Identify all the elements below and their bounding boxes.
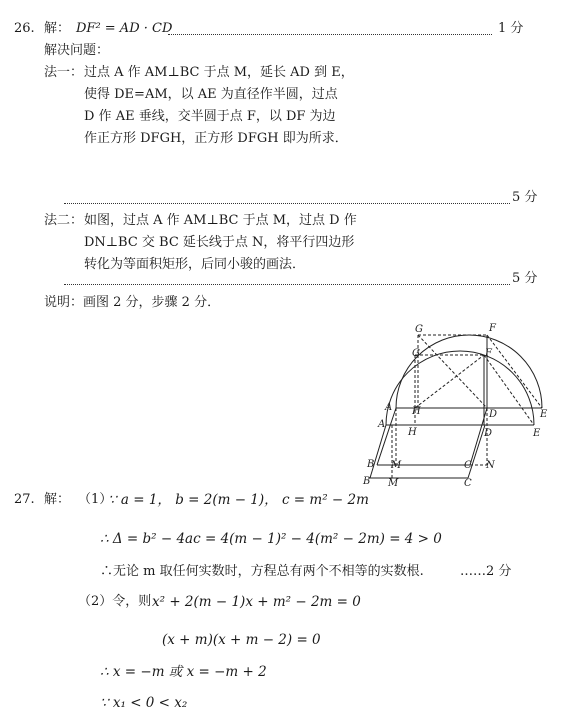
method1-label: 法一： [44, 65, 84, 80]
q26-number: 26. [14, 21, 35, 36]
solve-title: 解决问题： [44, 43, 110, 58]
label-C2: C [464, 478, 472, 489]
label-M: M [391, 460, 402, 471]
label-C: C [464, 460, 472, 471]
method2-label: 法二： [44, 213, 84, 228]
diagonal-lower-1 [415, 355, 484, 408]
q26-score-1: 1 分 [498, 21, 524, 36]
label-D: D [489, 409, 498, 420]
scoring-note: 说明：画图 2 分，步骤 2 分． [44, 295, 221, 310]
dotted-leader [64, 284, 510, 285]
label-E2: E [533, 428, 541, 439]
part1-label: （1） [78, 492, 113, 507]
part2-inequality: ∵ x₁ < 0 < x₂ [100, 695, 188, 711]
method2-line-1: 如图，过点 A 作 AM⊥BC 于点 M，过点 D 作 [84, 213, 357, 228]
label-G2: G [412, 348, 420, 359]
method2-line-3: 转化为等面积矩形，后同小骏的画法． [84, 257, 306, 272]
part1-discriminant: ∴ Δ = b² − 4ac = 4(m − 1)² − 4(m² − 2m) = 4 > 0 [100, 531, 442, 547]
q27-jie: 解： [44, 492, 71, 507]
label-A: A [385, 402, 393, 413]
label-E: E [540, 409, 548, 420]
label-F: F [489, 323, 496, 334]
label-D2: D [484, 428, 493, 439]
label-A2: A [378, 419, 386, 430]
part1-conclusion: ∴无论 m 取任何实数时，方程总有两个不相等的实数根. [100, 564, 424, 579]
dotted-leader [168, 34, 492, 35]
dotted-leader [64, 203, 510, 204]
method1-line-1: 过点 A 作 AM⊥BC 于点 M，延长 AD 到 E， [84, 65, 354, 80]
part2-equation: x² + 2(m − 1)x + m² − 2m = 0 [152, 594, 361, 610]
q26-jie: 解： [44, 21, 71, 36]
method1-line-2: 使得 DE=AM，以 AE 为直径作半圆，过点 [84, 87, 338, 102]
method2-line-2: DN⊥BC 交 BC 延长线于点 N，将平行四边形 [84, 235, 355, 250]
semicircle-lower [386, 351, 534, 425]
q26-formula: DF² = AD · CD [76, 21, 173, 36]
part2-factored: (x + m)(x + m − 2) = 0 [162, 632, 321, 648]
part2-roots: ∴ x = −m 或 x = −m + 2 [100, 664, 267, 680]
part2-label: （2）令，则 [78, 594, 152, 609]
label-B2: B [363, 476, 371, 487]
label-M2: M [388, 478, 399, 489]
method1-line-4: 作正方形 DFGH，正方形 DFGH 即为所求． [84, 131, 348, 146]
geometry-figure [358, 318, 558, 490]
diagonal-GD [418, 335, 487, 408]
label-N: N [486, 460, 495, 471]
side-AB-lower [370, 425, 386, 478]
label-B: B [367, 459, 375, 470]
q27-number: 27. [14, 492, 35, 507]
label-G: G [415, 324, 423, 335]
q26-score-2: 5 分 [512, 190, 538, 205]
label-F2: F [485, 348, 492, 359]
q27-score: ……2 分 [460, 564, 512, 579]
label-H: H [412, 406, 421, 417]
label-H2: H [408, 427, 417, 438]
q26-score-3: 5 分 [512, 271, 538, 286]
method1-line-3: D 作 AE 垂线，交半圆于点 F，以 DF 为边 [84, 109, 336, 124]
part1-given: ∵ a = 1， b = 2(m − 1)， c = m² − 2m [108, 492, 369, 508]
